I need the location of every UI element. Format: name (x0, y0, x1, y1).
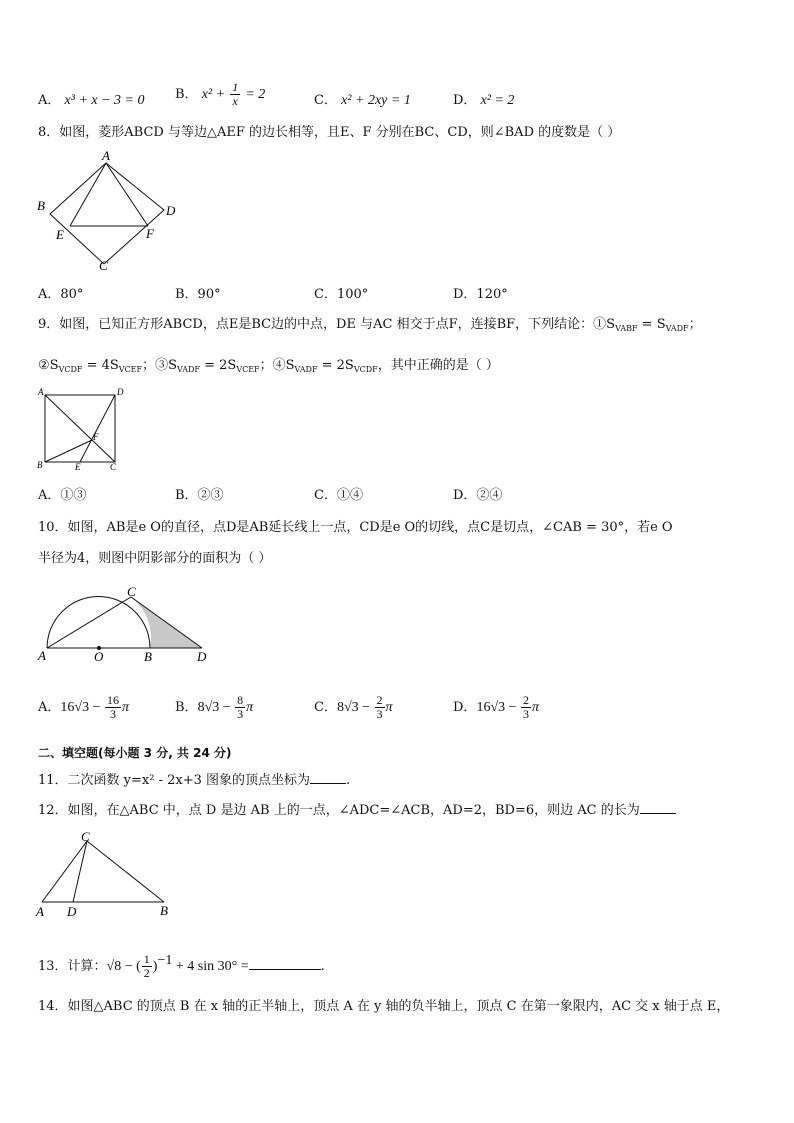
q9-label-f: F (93, 432, 99, 442)
q10-opt-a-root: 16√3 (60, 700, 90, 715)
q10-opt-a-frac (105, 694, 121, 721)
q10-option-b (175, 694, 253, 721)
q9-l2-b: = 4S (82, 358, 119, 373)
q7-option-b-post: = 2 (245, 87, 266, 102)
q9-stem-text: 9．如图，已知正方形ABCD，点E是BC边的中点，DE 与AC 相交于点F，连接BF，下列结论：① (38, 317, 607, 332)
q13-end: . (320, 959, 325, 974)
q9-s1: S (606, 317, 616, 332)
q10-opt-a-num: 16 (106, 693, 119, 707)
q13-answer-blank[interactable] (249, 957, 321, 970)
q8-option-a: A．80° (38, 287, 84, 302)
q10-opt-b-label: B． (175, 700, 198, 715)
q10-opt-a-den: 3 (109, 707, 116, 721)
q9-l2-c: ；③S (142, 358, 177, 373)
q7-option-d-label: D． (453, 93, 477, 108)
q10-opt-c-frac (375, 694, 385, 721)
section-heading: 二、填空题(每小题 3 分, 共 24 分) (38, 746, 232, 760)
q10-opt-d-num: 2 (523, 693, 530, 707)
q10-opt-b-den: 3 (237, 707, 244, 721)
q10-option-d (453, 694, 539, 721)
q10-opt-c-root: 8√3 (336, 700, 359, 715)
q10-opt-a-minus: − (89, 700, 104, 715)
q13-frac-den: 2 (143, 966, 150, 980)
q9-l2-f: = 2S (317, 358, 354, 373)
q12-text: 12．如图，在△ABC 中，点 D 是边 AB 上的一点，∠ADC=∠ACB，AD=2，BD=6，则边 AC 的长为 (38, 803, 640, 818)
q10-stem-line2: 半径为4，则图中阴影部分的面积为（ ） (38, 551, 272, 566)
q13-expr-a: √8 − ( (106, 959, 141, 974)
q10-opt-b-minus: − (219, 700, 235, 715)
q11-end: . (346, 773, 351, 788)
q7-option-c-expr: x² + 2xy = 1 (341, 93, 411, 108)
q13-frac (142, 953, 152, 980)
q10-opt-b-num: 8 (237, 693, 244, 707)
q13-stem (38, 946, 325, 982)
q12-figure (32, 828, 182, 923)
q12-label-c: C (81, 829, 90, 844)
q9-figure (36, 386, 126, 476)
q9-l2-e: ；④S (259, 358, 295, 373)
q10-option-c (314, 694, 393, 721)
q9-l2-a: ②S (38, 358, 59, 373)
q10-opt-a-label: A． (38, 700, 61, 715)
q10-label-d: D (197, 649, 207, 664)
q9-label-b: B (37, 460, 43, 470)
q10-opt-d-root: 16√3 (476, 700, 506, 715)
q13-expr-c: + 4 sin 30° = (172, 959, 249, 974)
q10-opt-d-den: 3 (523, 707, 530, 721)
q9-eq1: = S (637, 317, 666, 332)
q14-stem: 14．如图△ABC 的顶点 B 在 x 轴的正半轴上，顶点 A 在 y 轴的负半轴上，顶点 C 在第一象限内，AC 交 x 轴于点 E， (38, 999, 730, 1014)
q13-prefix: 13．计算： (38, 959, 107, 974)
q8-label-f: F (146, 226, 154, 241)
q9-l2-a-sub: VCDF (58, 365, 83, 374)
q8-label-a: A (102, 148, 110, 163)
q9-end1: ； (688, 317, 702, 332)
q10-opt-c-num: 2 (376, 693, 383, 707)
q10-opt-c-den: 3 (376, 707, 383, 721)
q13-expr-b: ) (152, 959, 158, 974)
q10-label-a: A (38, 648, 46, 663)
q10-label-o: O (94, 649, 104, 664)
q10-opt-d-minus: − (505, 700, 521, 715)
q9-s1b-sub: VADF (665, 324, 689, 333)
q13-frac-num: 1 (143, 952, 150, 966)
q10-opt-b-frac (235, 694, 245, 721)
q9-option-b: B．②③ (175, 488, 224, 503)
q7-option-b (175, 81, 265, 108)
q13-exp: −1 (157, 953, 173, 968)
q12-answer-blank[interactable] (640, 801, 676, 814)
q9-l2-d-sub: VCEF (236, 365, 260, 374)
q7-option-d (453, 89, 514, 109)
q10-opt-a-pi: π (121, 700, 129, 715)
q10-opt-b-pi: π (246, 700, 254, 715)
q8-option-c: C．100° (314, 287, 369, 302)
q12-stem (38, 801, 676, 820)
q7-option-a-expr: x³ + x − 3 = 0 (64, 93, 145, 108)
q8-option-d: D．120° (453, 287, 508, 302)
q11-text: 11．二次函数 y=x² - 2x+3 图象的顶点坐标为 (38, 773, 311, 788)
q9-l2-f-sub: VCDF (353, 365, 378, 374)
q10-label-c: C (127, 586, 136, 599)
q9-s1-sub: VABF (615, 324, 638, 333)
q7-option-c-label: C． (314, 93, 337, 108)
q9-stem-line2 (38, 357, 499, 379)
q7-option-d-expr: x² = 2 (480, 93, 515, 108)
q7-option-b-label: B． (175, 87, 198, 102)
q12-label-b: B (160, 903, 168, 918)
q10-figure (34, 586, 224, 666)
q8-option-b: B．90° (175, 287, 221, 302)
q9-l2-b-sub: VCEF (118, 365, 143, 374)
q10-opt-c-pi: π (385, 700, 393, 715)
q7-frac-num: 1 (232, 80, 239, 94)
q10-opt-b-root: 8√3 (197, 700, 220, 715)
q7-option-b-fraction (230, 81, 240, 108)
q7-option-c (314, 89, 411, 109)
q9-l2-e-sub: VADF (294, 365, 318, 374)
q10-opt-d-label: D． (453, 700, 477, 715)
q8-label-b: B (37, 198, 45, 213)
q9-label-d: D (117, 387, 124, 397)
q8-label-c: C (99, 258, 108, 273)
q11-answer-blank[interactable] (310, 771, 346, 784)
q10-label-b: B (144, 649, 152, 664)
q9-option-c: C．①④ (314, 488, 363, 503)
q12-label-a: A (36, 904, 44, 919)
q9-l2-end: ，其中正确的是（ ） (377, 358, 499, 373)
q7-option-a-label: A． (38, 93, 61, 108)
q10-stem-line1: 10．如图，AB是e O的直径，点D是AB延长线上一点，CD是e O的切线，点C是切点，∠CAB = 30°，若e O (38, 520, 673, 535)
q9-label-c: C (110, 462, 117, 472)
q9-option-a: A．①③ (38, 488, 87, 503)
q10-opt-c-minus: − (358, 700, 374, 715)
q8-label-d: D (166, 203, 176, 218)
q10-option-a (38, 694, 129, 721)
q8-stem: 8．如图，菱形ABCD 与等边△AEF 的边长相等，且E、F 分别在BC、CD，则∠BAD 的度数是（ ） (38, 125, 621, 140)
q12-label-d: D (67, 904, 77, 919)
q11-stem (38, 771, 350, 790)
q10-opt-d-frac (521, 694, 531, 721)
q9-l2-d: = 2S (199, 358, 237, 373)
q9-l2-c-sub: VADF (176, 365, 200, 374)
q9-option-d: D．②④ (453, 488, 503, 503)
q8-label-e: E (56, 227, 64, 242)
q7-frac-den: x (232, 94, 238, 108)
q10-opt-d-pi: π (532, 700, 540, 715)
q7-option-a (38, 89, 145, 109)
q10-opt-c-label: C． (314, 700, 337, 715)
q9-label-e: E (75, 462, 81, 472)
q8-figure (34, 148, 184, 278)
q7-option-b-pre: x² + (201, 87, 226, 102)
q9-label-a: A (38, 387, 44, 397)
q9-stem-line1 (38, 316, 702, 338)
